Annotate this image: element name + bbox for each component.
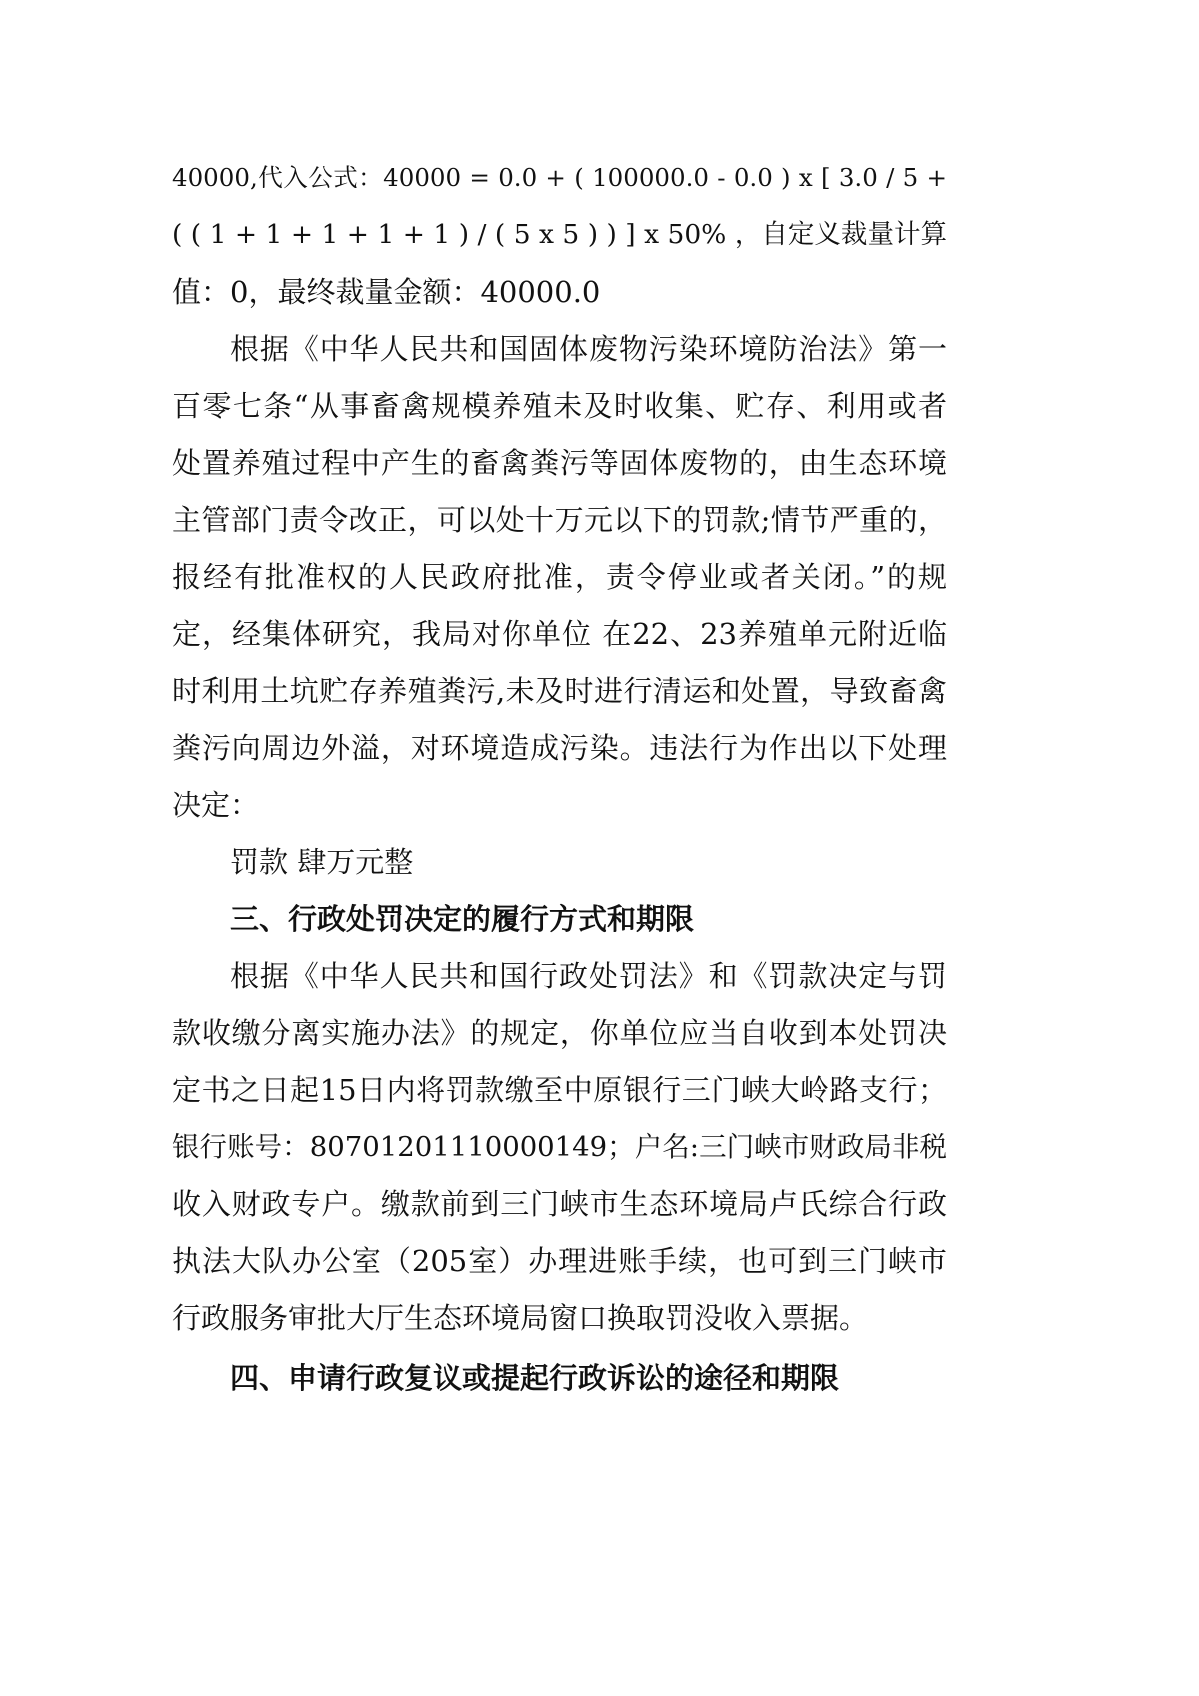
paragraph-line: 款收缴分离实施办法》的规定，你单位应当自收到本处罚决: [172, 1016, 947, 1050]
section-heading-4: 四、申请行政复议或提起行政诉讼的途径和期限: [230, 1361, 840, 1395]
paragraph-line: 处置养殖过程中产生的畜禽粪污等固体废物的，由生态环境: [172, 446, 947, 480]
penalty-amount: 罚款 肆万元整: [230, 845, 414, 879]
paragraph-line: 报经有批准权的人民政府批准，责令停业或者关闭。”的规: [172, 560, 947, 594]
paragraph-line: 执法大队办公室（205室）办理进账手续，也可到三门峡市: [172, 1244, 947, 1278]
paragraph-line: 银行账号：80701201110000149；户名:三门峡市财政局非税: [172, 1131, 947, 1163]
paragraph-line: 决定：: [172, 788, 260, 822]
paragraph-line: 根据《中华人民共和国固体废物污染环境防治法》第一: [230, 332, 947, 366]
paragraph-line: 定书之日起15日内将罚款缴至中原银行三门峡大岭路支行；: [172, 1073, 947, 1107]
paragraph-line: 根据《中华人民共和国行政处罚法》和《罚款决定与罚: [230, 959, 947, 993]
paragraph-line: 百零七条“从事畜禽规模养殖未及时收集、贮存、利用或者: [172, 389, 947, 423]
paragraph-line: 行政服务审批大厅生态环境局窗口换取罚没收入票据。: [172, 1301, 869, 1335]
paragraph-line: 定，经集体研究，我局对你单位 在22、23养殖单元附近临: [172, 617, 947, 651]
formula-line-3: 值：0，最终裁量金额：40000.0: [172, 275, 601, 309]
formula-line-2: ( ( 1 + 1 + 1 + 1 + 1 ) / ( 5 x 5 ) ) ] x 50% ，自定义裁量计算: [172, 219, 947, 250]
paragraph-line: 时利用土坑贮存养殖粪污,未及时进行清运和处置，导致畜禽: [172, 674, 947, 708]
paragraph-line: 收入财政专户。缴款前到三门峡市生态环境局卢氏综合行政: [172, 1187, 947, 1221]
paragraph-line: 主管部门责令改正，可以处十万元以下的罚款;情节严重的，: [172, 503, 947, 537]
formula-line-1: 40000,代入公式：40000 = 0.0 + ( 100000.0 - 0.0 ) x [ 3.0 / 5 +: [172, 163, 947, 192]
section-heading-3: 三、行政处罚决定的履行方式和期限: [230, 902, 695, 936]
paragraph-line: 粪污向周边外溢，对环境造成污染。违法行为作出以下处理: [172, 731, 947, 765]
